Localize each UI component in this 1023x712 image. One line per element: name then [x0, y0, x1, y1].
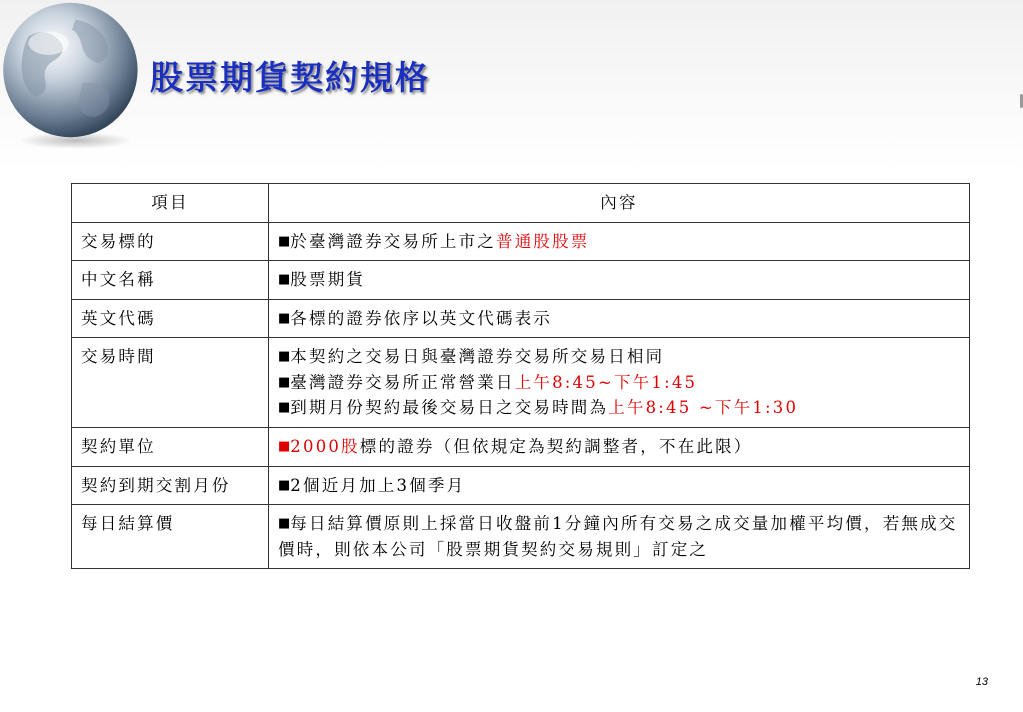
content-line: [278, 344, 960, 370]
table-row: [72, 222, 970, 261]
row-text: 每日結算價原則上採當日收盤前1分鐘內所有交易之成交量加權平均價，若無成交價時，則依本公司「股票期貨契約交易規則」訂定之: [278, 514, 958, 559]
globe-icon: [0, 0, 146, 154]
bullet-icon: ■: [278, 349, 291, 365]
row-content: [269, 338, 970, 428]
table-header-row: [72, 184, 970, 223]
table-row: [72, 338, 970, 428]
bullet-icon: ■: [278, 516, 291, 532]
header-content: 內容: [269, 184, 970, 223]
highlight-text: 上午8:45~下午1:45: [514, 372, 698, 392]
row-label: 契約到期交割月份: [72, 466, 269, 505]
row-text: 到期月份契約最後交易日之交易時間為: [290, 398, 609, 418]
row-label: 每日結算價: [72, 505, 269, 569]
row-text: 標的證券（但依規定為契約調整者，不在此限）: [359, 436, 753, 456]
page-title: 股票期貨契約規格: [150, 58, 430, 97]
row-content: [269, 427, 970, 466]
bullet-icon: ■: [278, 233, 291, 249]
header-item: 項目: [72, 184, 269, 223]
table-row: [72, 505, 970, 569]
page-number: 13: [975, 676, 988, 688]
row-text: 於臺灣證券交易所上市之: [290, 231, 496, 251]
row-text: 2個近月加上3個季月: [290, 475, 466, 495]
row-text: 股票期貨: [290, 270, 366, 290]
row-label: 中文名稱: [72, 261, 269, 300]
content-line: [278, 370, 960, 396]
row-content: [269, 261, 970, 300]
row-content: [269, 222, 970, 261]
highlight-text: 上午8:45 ~下午1:30: [608, 398, 799, 418]
row-label: 契約單位: [72, 427, 269, 466]
highlight-text: 2000股: [290, 436, 360, 456]
bullet-icon: ■: [278, 438, 291, 454]
spec-table: [71, 183, 970, 569]
bullet-icon: ■: [278, 400, 291, 416]
row-content: [269, 505, 970, 569]
highlight-text: 普通股股票: [496, 231, 590, 251]
row-content: [269, 466, 970, 505]
row-label: 交易時間: [72, 338, 269, 428]
table-row: [72, 261, 970, 300]
row-text: 臺灣證券交易所正常營業日: [290, 372, 515, 392]
row-label: 交易標的: [72, 222, 269, 261]
row-text: 本契約之交易日與臺灣證券交易所交易日相同: [290, 347, 665, 367]
table-row: [72, 427, 970, 466]
table-row: [72, 299, 970, 338]
bullet-icon: ■: [278, 374, 291, 390]
row-label: 英文代碼: [72, 299, 269, 338]
bullet-icon: ■: [278, 477, 291, 493]
bullet-icon: ■: [278, 310, 291, 326]
content-line: [278, 395, 960, 421]
row-content: [269, 299, 970, 338]
bullet-icon: ■: [278, 272, 291, 288]
table-row: [72, 466, 970, 505]
row-text: 各標的證券依序以英文代碼表示: [290, 308, 553, 328]
